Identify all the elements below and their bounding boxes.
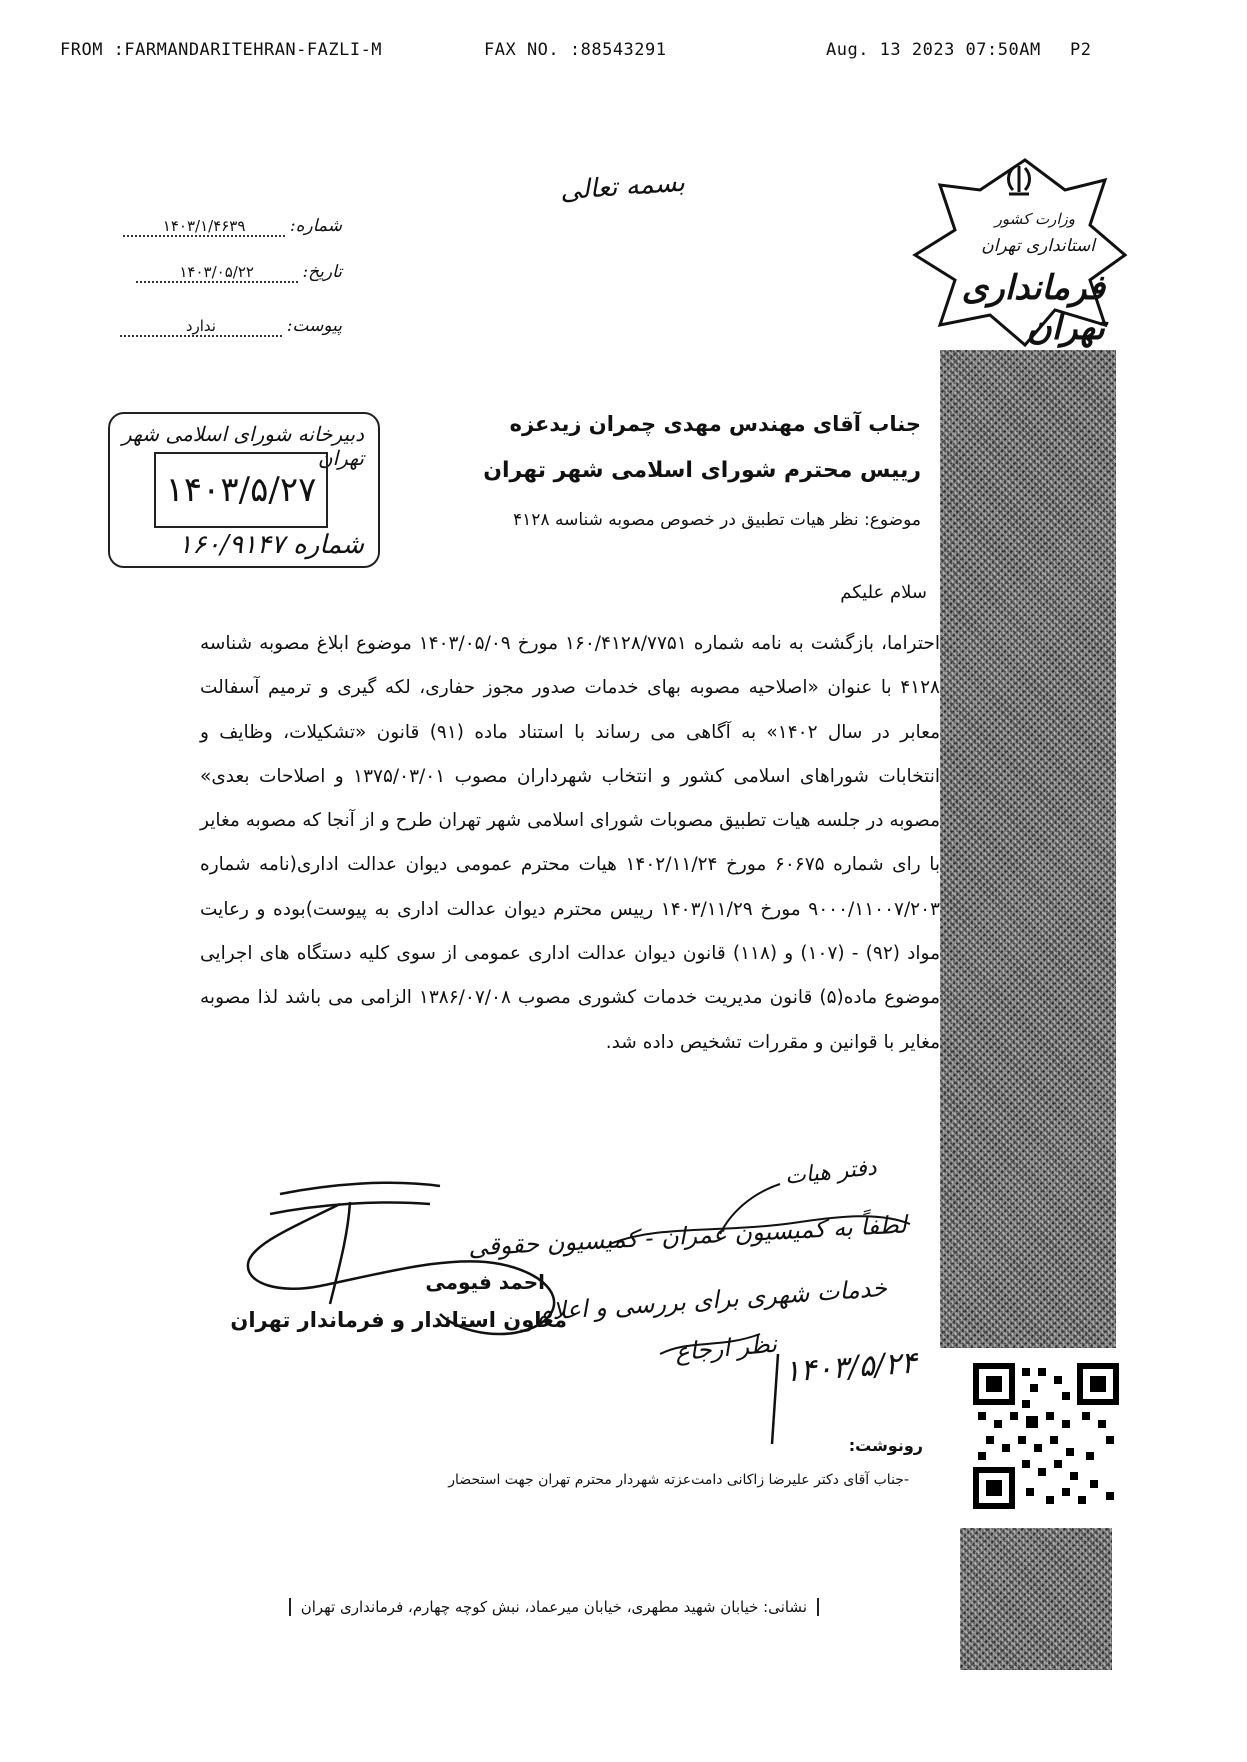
letter-date-label: تاریخ: <box>302 262 342 282</box>
handwritten-line4: نظر ارجاع <box>674 1329 779 1367</box>
cc-title: رونوشت: <box>848 1436 923 1455</box>
letter-date-row <box>136 262 342 283</box>
fax-page: P2 <box>1070 40 1092 60</box>
letter-date-value: ۱۴۰۳/۰۵/۲۲ <box>136 263 298 283</box>
signatory-name: احمد فیومی <box>425 1270 545 1294</box>
cc-line: -جناب آقای دکتر علیرضا زاکانی دامت‌عزته شهردار محترم تهران جهت استحضار <box>448 1472 909 1488</box>
farmandari-emblem <box>885 150 1135 355</box>
letter-attachment-label: پیوست: <box>286 316 342 336</box>
letter-attachment-row <box>120 316 342 337</box>
security-pattern-block <box>960 1528 1112 1670</box>
signatory-role: معاون استاندار و فرماندار تهران <box>230 1308 567 1332</box>
letter-number-row <box>123 216 342 237</box>
recipient-title: جناب آقای مهندس مهدی چمران زیدعزه <box>509 412 921 436</box>
stamp-title: دبیرخانه شورای اسلامی شهر تهران <box>122 422 364 470</box>
letter-number-label: شماره: <box>289 216 342 236</box>
emblem-line3: فرمانداری تهران <box>961 268 1105 348</box>
letter-number-value: ۱۴۰۳/۱/۴۶۳۹ <box>123 217 285 237</box>
emblem-line2: استانداری تهران <box>981 236 1095 256</box>
emblem-line1: وزارت کشور <box>994 210 1075 228</box>
fax-datetime: Aug. 13 2023 07:50AM <box>826 40 1041 60</box>
letter-body <box>200 622 940 1065</box>
letter-attachment-value: ندارد <box>120 317 282 337</box>
greeting: سلام علیکم <box>840 582 927 603</box>
handwritten-line1: دفتر هیات <box>784 1155 879 1190</box>
letter-subject: موضوع: نظر هیات تطبیق در خصوص مصوبه شناسه ۴۱۲۸ <box>513 510 921 530</box>
handwritten-line2: لطفاً به کمیسیون عمران - کمیسیون حقوقی <box>467 1210 908 1262</box>
body-paragraph: احتراما، بازگشت به نامه شماره ۱۶۰/۴۱۲۸/۷۷۵۱ مورخ ۱۴۰۳/۰۵/۰۹ موضوع ابلاغ مصوبه شناسه ۴۱۲۸ با عنوان «اصلاحیه مصوبه بهای خدمات صدور مجوز حفاری، لکه گیری و ترمیم آسفالت معابر در سال ۱۴۰۲» به آگاهی می رساند با استناد ماده (۹۱) قانون «تشکیلات، وظایف و انتخابات شوراهای اسلامی کشور و انتخاب شهرداران مصوب ۱۳۷۵/۰۳/۰۱ و اصلاحات بعدی» مصوبه در جلسه هیات تطبیق مصوبات شورای اسلامی شهر تهران طرح و از آنجا که مصوبه مغایر با رای شماره ۶۰۶۷۵ مورخ ۱۴۰۲/۱۱/۲۴ هیات محترم عمومی دیوان عدالت اداری(نامه شماره ۹۰۰۰/۱۱۰۰۷/۲۰۳ مورخ ۱۴۰۳/۱۱/۲۹ رییس محترم دیوان عدالت اداری به پیوست)بوده و رعایت مواد (۹۲) - (۱۰۷) و (۱۱۸) قانون دیوان عدالت اداری عمومی از سوی کلیه دستگاه های اجرایی موضوع ماده(۵) قانون مدیریت خدمات کشوری مصوب ۱۳۸۶/۰۷/۰۸ الزامی می باشد لذا مصوبه مغایر با قوانین و مقررات تشخیص داده شد. <box>200 633 940 1053</box>
handwritten-date: ۱۴۰۳/۵/۲۴ <box>782 1345 919 1390</box>
qr-code <box>972 1362 1120 1510</box>
iran-emblem-icon <box>1009 166 1030 194</box>
recipient-position: رییس محترم شورای اسلامی شهر تهران <box>483 458 921 483</box>
security-pattern-strip <box>940 350 1116 1348</box>
handwriting-strokes-icon <box>600 1164 920 1454</box>
stamp-number: ۱۶۰/۹۱۴۷ <box>178 530 285 560</box>
handwritten-line3: خدمات شهری برای بررسی و اعلام <box>536 1273 888 1327</box>
stamp-date: ۱۴۰۳/۵/۲۷ <box>154 452 328 528</box>
stamp-number-label: شماره <box>293 530 364 560</box>
fax-number: FAX NO. :88543291 <box>484 40 667 60</box>
fax-from: FROM :FARMANDARITEHRAN-FAZLI-M <box>60 40 383 60</box>
stamp-number-row <box>178 530 364 560</box>
received-stamp <box>108 412 380 568</box>
footer-address: نشانی: خیابان شهید مطهری، خیابان میرعماد، نبش کوچه چهارم، فرمانداری تهران <box>289 1598 819 1616</box>
basmala: بسمه تعالی <box>559 167 686 207</box>
